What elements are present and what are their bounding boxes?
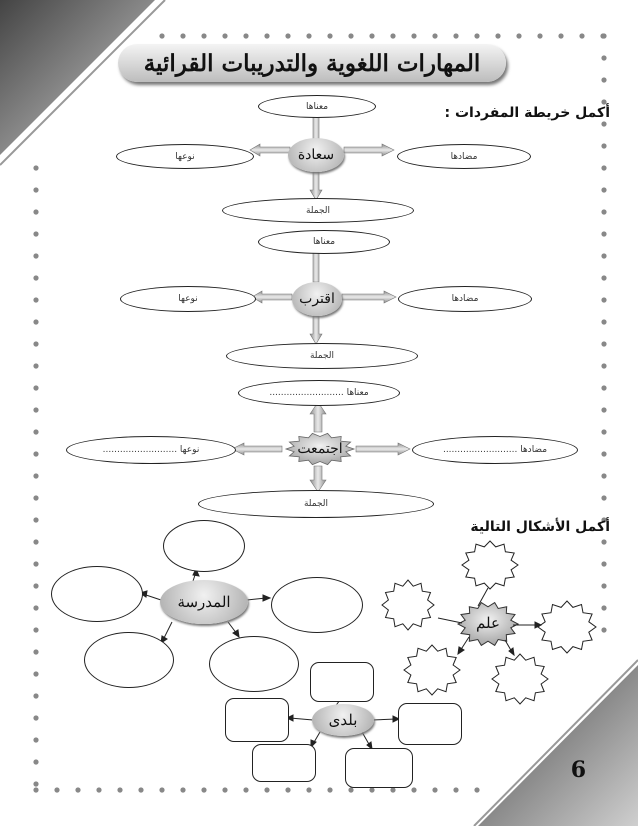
border-dot: [601, 495, 606, 500]
border-dot: [33, 787, 38, 792]
border-dot: [33, 451, 38, 456]
border-dot: [180, 33, 185, 38]
border-dot: [601, 319, 606, 324]
border-dot: [601, 363, 606, 368]
border-dot: [54, 787, 59, 792]
border-dot: [306, 33, 311, 38]
border-dot: [390, 787, 395, 792]
border-dot: [222, 33, 227, 38]
border-dot: [33, 561, 38, 566]
border-dot: [33, 627, 38, 632]
vocab-map-3-word: اجتمعت: [297, 441, 343, 457]
border-dot: [33, 385, 38, 390]
border-dot: [474, 33, 479, 38]
border-dot: [601, 143, 606, 148]
school-map-blank-bottom-left[interactable]: [84, 632, 174, 688]
border-dot: [33, 231, 38, 236]
country-map-blank-top[interactable]: [310, 662, 374, 702]
border-dot: [601, 407, 606, 412]
border-dot: [601, 429, 606, 434]
border-dot: [33, 297, 38, 302]
border-dot: [579, 33, 584, 38]
page-title: المهارات اللغوية والتدريبات القرائية: [118, 44, 506, 82]
border-dot: [33, 209, 38, 214]
border-dot: [33, 275, 38, 280]
vocab-map-1-type[interactable]: نوعها: [116, 144, 254, 169]
border-dot: [601, 341, 606, 346]
border-dot: [348, 33, 353, 38]
border-dot: [601, 99, 606, 104]
border-dot: [33, 693, 38, 698]
border-dot: [369, 787, 374, 792]
border-dot: [369, 33, 374, 38]
border-dot: [601, 55, 606, 60]
border-dot: [180, 787, 185, 792]
border-dot: [601, 473, 606, 478]
school-map-blank-left[interactable]: [51, 566, 143, 622]
border-dot: [243, 33, 248, 38]
border-dot: [601, 77, 606, 82]
border-dot: [33, 341, 38, 346]
border-dot: [516, 33, 521, 38]
border-dot: [601, 583, 606, 588]
border-dot: [33, 187, 38, 192]
border-dot: [411, 33, 416, 38]
border-dot: [33, 671, 38, 676]
border-dot: [33, 759, 38, 764]
border-dot: [96, 787, 101, 792]
border-dot: [327, 787, 332, 792]
border-dot: [138, 787, 143, 792]
border-dot: [327, 33, 332, 38]
school-map-blank-right[interactable]: [271, 577, 363, 633]
vocab-map-1-antonym[interactable]: مضادها: [397, 144, 531, 169]
vocab-map-2-word: اقترب: [292, 282, 342, 316]
border-dot: [348, 787, 353, 792]
country-map-center: بلدى: [312, 704, 374, 736]
border-dot: [601, 297, 606, 302]
school-map-center: المدرسة: [160, 580, 248, 624]
school-map-blank-bottom-right[interactable]: [209, 636, 299, 692]
page-number: 6: [570, 757, 586, 783]
country-map-blank-right[interactable]: [398, 703, 462, 745]
border-dot: [601, 627, 606, 632]
border-dot: [601, 561, 606, 566]
border-dot: [264, 33, 269, 38]
border-dot: [222, 787, 227, 792]
border-dot: [33, 165, 38, 170]
border-dot: [601, 209, 606, 214]
border-dot: [117, 787, 122, 792]
border-dot: [601, 253, 606, 258]
vocab-instruction: أكمل خريطة المفردات :: [444, 105, 610, 121]
border-dot: [33, 429, 38, 434]
vocab-map-2-type[interactable]: نوعها: [120, 286, 256, 312]
country-map-blank-left[interactable]: [225, 698, 289, 742]
border-dot: [33, 473, 38, 478]
border-dot: [601, 231, 606, 236]
border-dot: [601, 605, 606, 610]
country-map-blank-bottom-left[interactable]: [252, 744, 316, 782]
border-dot: [33, 539, 38, 544]
border-dot: [453, 33, 458, 38]
border-dot: [159, 33, 164, 38]
border-dot: [285, 33, 290, 38]
border-dot: [33, 495, 38, 500]
border-dot: [495, 33, 500, 38]
vocab-map-3-type[interactable]: نوعها ..........................: [66, 436, 236, 464]
vocab-map-3-meaning[interactable]: معناها ..........................: [238, 380, 400, 406]
border-dot: [601, 187, 606, 192]
border-dot: [432, 787, 437, 792]
border-dot: [33, 649, 38, 654]
vocab-map-1-word: سعادة: [288, 138, 344, 172]
border-dot: [33, 363, 38, 368]
border-dot: [537, 33, 542, 38]
vocab-map-2-sentence[interactable]: الجملة: [226, 343, 418, 369]
border-dot: [411, 787, 416, 792]
vocab-map-1-sentence[interactable]: الجملة: [222, 198, 414, 223]
border-dot: [33, 319, 38, 324]
border-dot: [159, 787, 164, 792]
border-dot: [453, 787, 458, 792]
border-dot: [601, 165, 606, 170]
border-dot: [601, 539, 606, 544]
border-dot: [558, 33, 563, 38]
border-dot: [601, 451, 606, 456]
border-dot: [390, 33, 395, 38]
border-dot: [201, 787, 206, 792]
border-dot: [601, 33, 606, 38]
border-dot: [601, 121, 606, 126]
border-dot: [285, 787, 290, 792]
vocab-map-3-antonym[interactable]: مضادها ..........................: [412, 436, 578, 464]
shapes-instruction: أكمل الأشكال التالية: [470, 519, 610, 535]
border-dot: [601, 385, 606, 390]
border-dot: [33, 583, 38, 588]
vocab-map-1-meaning[interactable]: معناها: [258, 95, 376, 118]
border-dot: [601, 275, 606, 280]
border-dot: [33, 781, 38, 786]
vocab-map-3-sentence[interactable]: الجملة: [198, 490, 434, 518]
border-dot: [474, 787, 479, 792]
vocab-map-3-word-starburst: [284, 432, 356, 466]
corner-curl-top-left: [0, 0, 165, 165]
border-dot: [33, 517, 38, 522]
border-dot: [33, 407, 38, 412]
vocab-map-2-antonym[interactable]: مضادها: [398, 286, 532, 312]
border-dot: [33, 253, 38, 258]
border-dot: [264, 787, 269, 792]
border-dot: [33, 605, 38, 610]
border-dot: [33, 737, 38, 742]
border-dot: [33, 715, 38, 720]
border-dot: [432, 33, 437, 38]
border-dot: [306, 787, 311, 792]
country-map-blank-bottom-right[interactable]: [345, 748, 413, 788]
science-map-center: علم: [476, 614, 500, 632]
border-dot: [75, 787, 80, 792]
border-dot: [243, 787, 248, 792]
vocab-map-2-meaning[interactable]: معناها: [258, 230, 390, 254]
border-dot: [201, 33, 206, 38]
school-map-blank-top[interactable]: [163, 520, 245, 572]
